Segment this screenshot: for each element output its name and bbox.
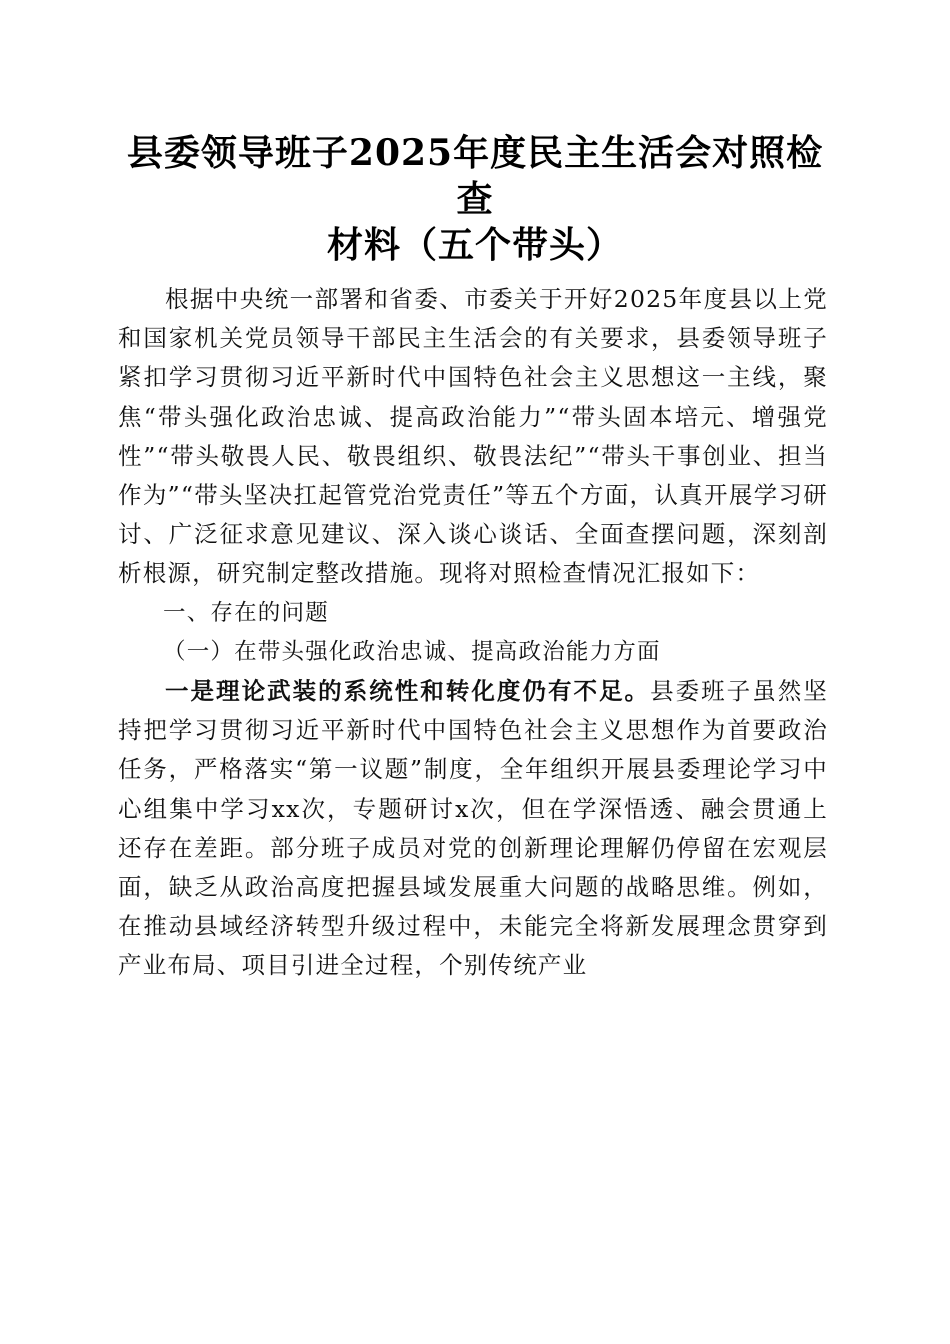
section-heading-problems: 一、存在的问题 (163, 599, 329, 626)
point-paragraph (118, 672, 828, 986)
document-title (110, 130, 840, 268)
point-body-text: 县委班子虽然坚持把学习贯彻习近平新时代中国特色社会主义思想作为首要政治任务，严格落实“第一议题”制度，全年组织开展县委理论学习中心组集中学习xx次，专题研讨x次，但在学深悟透、融会贯通上还存在差距。部分班子成员对党的创新理论理解仍停留在宏观层面，缺乏从政治高度把握县域发展重大问题的战略思维。例如，在推动县域经济转型升级过程中，未能完全将新发展理念贯穿到产业布局、项目引进全过程，个别传统产业 (118, 677, 828, 980)
title-line-2: 材料（五个带头） (326, 224, 623, 266)
intro-paragraph: 根据中央统一部署和省委、市委关于开好2025年度县以上党和国家机关党员领导干部民主生活会的有关要求，县委领导班子紧扣学习贯彻习近平新时代中国特色社会主义思想这一主线，聚焦“带头强化政治忠诚、提高政治能力”“带头固本培元、增强党性”“带头敬畏人民、敬畏组织、敬畏法纪”“带头干事创业、担当作为”“带头坚决扛起管党治党责任”等五个方面，认真开展学习研讨、广泛征求意见建议、深入谈心谈话、全面查摆问题，深刻剖析根源，研究制定整改措施。现将对照检查情况汇报如下： (118, 285, 828, 588)
subsection-heading-political-loyalty: （一）在带头强化政治忠诚、提高政治能力方面 (163, 638, 661, 665)
point-lead-sentence: 一是理论武装的系统性和转化度仍有不足。 (165, 677, 651, 706)
title-line-1: 县委领导班子2025年度民主生活会对照检查 (126, 132, 824, 220)
document-body (118, 280, 828, 986)
